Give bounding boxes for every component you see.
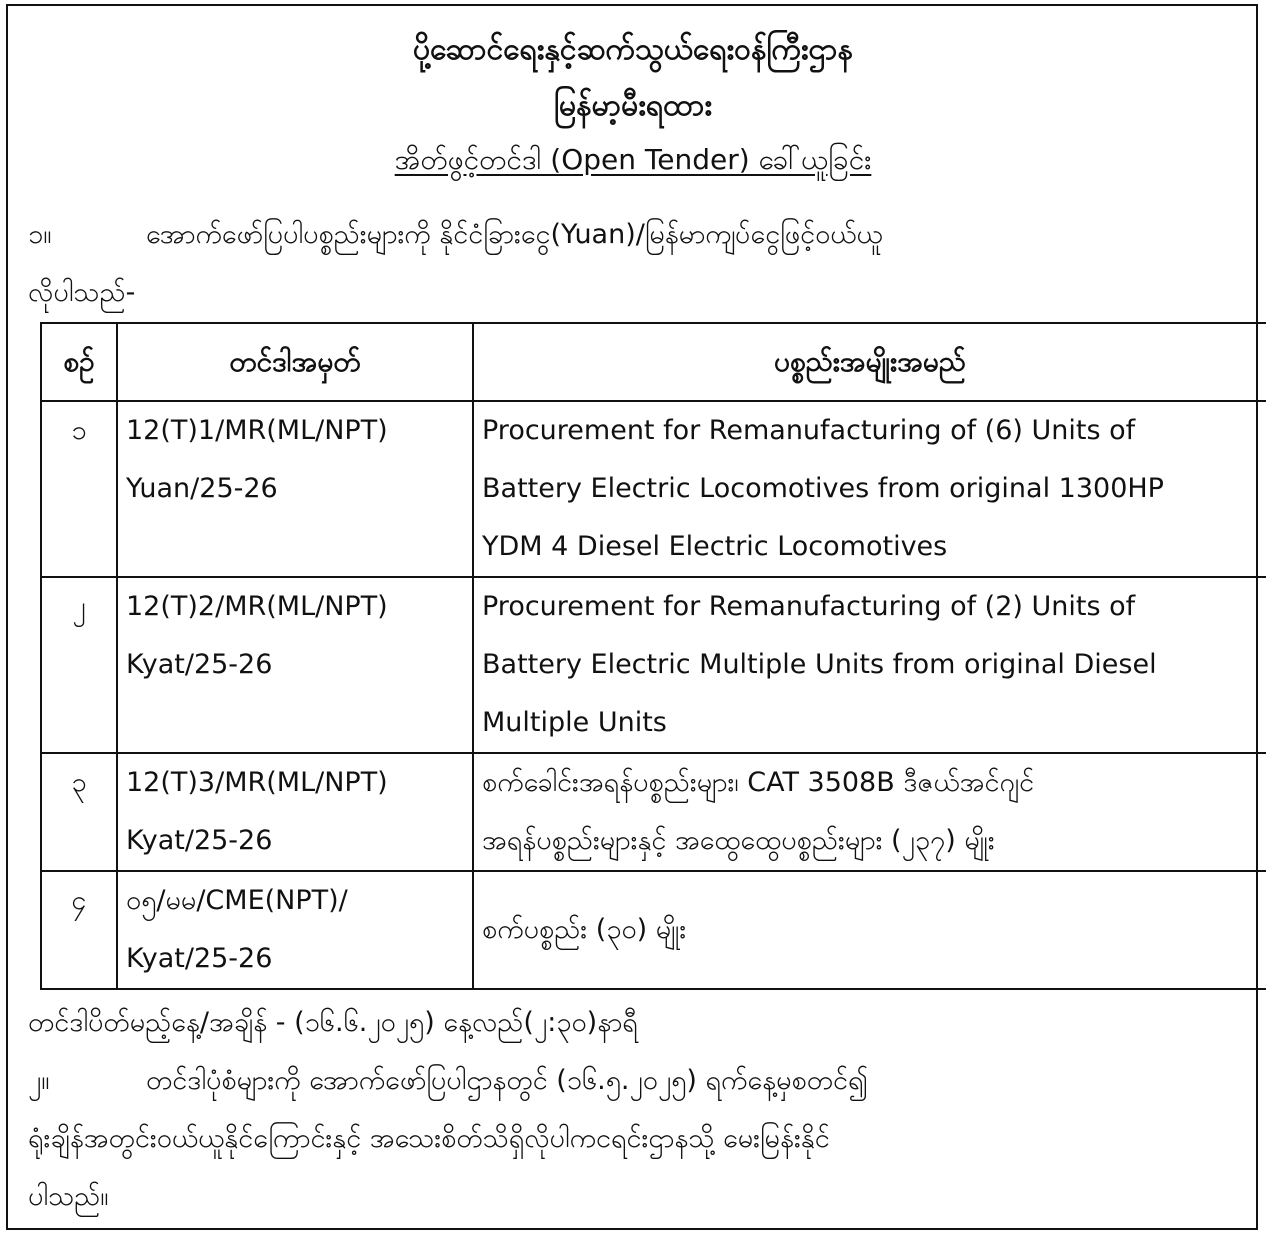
row-serial: ၃ xyxy=(41,753,117,871)
note-text-line1: တင်ဒါပုံစံများကို အောက်ဖော်ပြပါဌာနတွင် (၁၆.၅.၂၀၂၅) ရက်နေ့မှစတင်၍ xyxy=(146,1065,869,1096)
header-serial: စဉ် xyxy=(41,323,117,401)
row-description xyxy=(473,577,1266,753)
row-serial: ၂ xyxy=(41,577,117,753)
intro-paragraph-cont xyxy=(28,264,1243,322)
table-row xyxy=(41,577,1266,753)
note-text-line3: ပါသည်။ xyxy=(28,1181,109,1212)
tender-subtitle xyxy=(0,140,1266,180)
row-tender-no xyxy=(117,753,473,871)
note-number: ၂။ xyxy=(28,1065,50,1096)
description-line: စက်ခေါင်းအရန်ပစ္စည်းများ၊ CAT 3508B ဒီဇယ်အင်ဂျင် xyxy=(482,767,1035,798)
description-line: Procurement for Remanufacturing of (6) Units of xyxy=(482,415,1136,446)
row-tender-no xyxy=(117,577,473,753)
table-row xyxy=(41,753,1266,871)
description-line: အရန်ပစ္စည်းများနှင့် အထွေထွေပစ္စည်းများ (၂၃၇) မျိုး xyxy=(482,825,995,856)
row-description xyxy=(473,871,1266,989)
tender-no-line: Kyat/25-26 xyxy=(126,649,273,680)
note-text-line2: ရုံးချိန်အတွင်းဝယ်ယူနိုင်ကြောင်းနှင့် အသေးစိတ်သိရှိလိုပါကငရင်းဌာနသို့ မေးမြန်းနိုင် xyxy=(28,1123,830,1154)
tender-table xyxy=(40,322,1266,990)
row-serial: ၁ xyxy=(41,401,117,577)
row-description xyxy=(473,753,1266,871)
note-paragraph xyxy=(28,1052,1243,1110)
tender-no-line: 12(T)2/MR(ML/NPT) xyxy=(126,591,388,622)
tender-no-line: Kyat/25-26 xyxy=(126,825,273,856)
row-tender-no xyxy=(117,871,473,989)
description-line: Multiple Units xyxy=(482,707,667,738)
row-serial: ၄ xyxy=(41,871,117,989)
header-description: ပစ္စည်းအမျိုးအမည် xyxy=(473,323,1266,401)
tender-no-line: Kyat/25-26 xyxy=(126,943,273,974)
intro-text-line2: လိုပါသည်- xyxy=(28,277,136,308)
tender-no-line: 12(T)3/MR(ML/NPT) xyxy=(126,767,388,798)
tender-subtitle-text: အိတ်ဖွင့်တင်ဒါ (Open Tender) ခေါ်ယူခြင်း xyxy=(394,143,872,176)
department-heading: မြန်မာ့မီးရထား xyxy=(553,88,713,123)
description-line: စက်ပစ္စည်း (၃၀) မျိုး xyxy=(482,914,687,945)
closing-date-text: တင်ဒါပိတ်မည့်နေ့/အချိန် - (၁၆.၆.၂၀၂၅) နေ့လည်(၂:၃၀)နာရီ xyxy=(28,1007,638,1038)
intro-text-line1: အောက်ဖော်ပြပါပစ္စည်းများကို နိုင်ငံခြားငွေ(Yuan)/မြန်မာကျပ်ငွေဖြင့်ဝယ်ယူ xyxy=(146,219,883,250)
description-line: Procurement for Remanufacturing of (2) Units of xyxy=(482,591,1136,622)
tender-no-line: 12(T)1/MR(ML/NPT) xyxy=(126,415,388,446)
row-description xyxy=(473,401,1266,577)
tender-no-line: ၀၅/မမ/CME(NPT)/ xyxy=(126,885,348,916)
tender-no-line: Yuan/25-26 xyxy=(126,473,278,504)
intro-number: ၁။ xyxy=(28,219,52,250)
table-row xyxy=(41,401,1266,577)
header-tender-no: တင်ဒါအမှတ် xyxy=(117,323,473,401)
description-line: Battery Electric Locomotives from original 1300HP xyxy=(482,473,1164,504)
table-row xyxy=(41,871,1266,989)
description-line: Battery Electric Multiple Units from original Diesel xyxy=(482,649,1157,680)
table-header-row xyxy=(41,323,1266,401)
ministry-heading: ပို့ဆောင်ရေးနှင့်ဆက်သွယ်ရေးဝန်ကြီးဌာန xyxy=(413,32,853,67)
row-tender-no xyxy=(117,401,473,577)
description-line: YDM 4 Diesel Electric Locomotives xyxy=(482,531,948,562)
intro-paragraph xyxy=(28,206,1243,264)
